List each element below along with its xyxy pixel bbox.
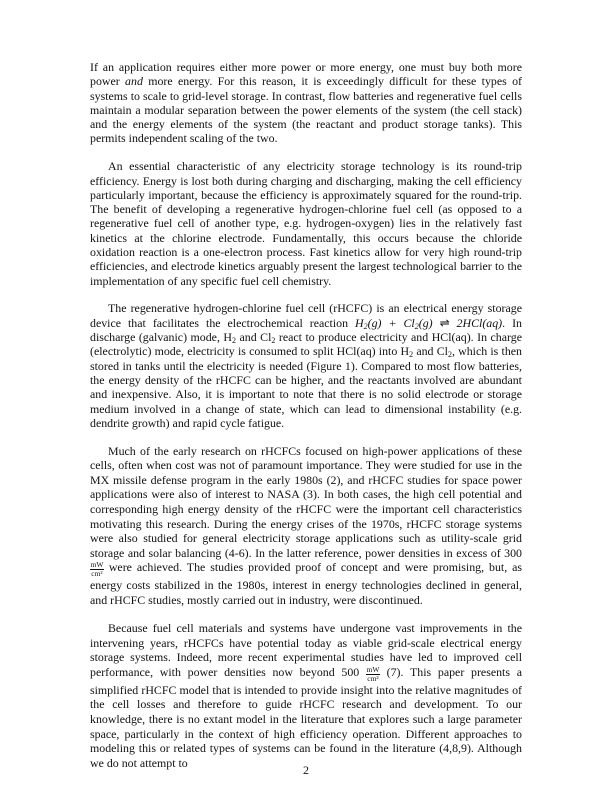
text-run: If an application requires either more power or more energy, one must buy both more power (90, 60, 522, 89)
text-run: (7). This paper presents a simplified rHCFC model that is intended to provide insight into the relative magnitudes of the cell losses and therefore to guide rHCFC research and development. To our knowledge, there is no extant model in the literature that explores such a large parameter space, particularly in the context of high efficiency operation. Different approaches to modeling this or related types of systems can be found in the literature (4,8,9). Although we do not attempt to (90, 664, 522, 770)
text-run: Much of the early research on rHCFCs focused on high-power applications of these cells, often when cost was not of paramount importance. They were studied for use in the MX missile defense program in the early 1980s (2), and rHCFC studies for space power applications were also of interest to NASA (3). In both cases, the high cell potential and corresponding high energy density of the rHCFC were the important cell characteristics motivating this research. During the energy crises of the 1970s, rHCFC storage systems were also studied for general electricity storage applications such as utility-scale grid storage and solar balancing (4-6). In the latter reference, power densities in excess of 300 (90, 443, 522, 560)
text-run: Because fuel cell materials and systems have undergone vast improvements in the intervening years, rHCFCs have potential today as viable grid-scale electrical energy storage systems. Indeed, more recent experimental studies have led to improved cell performance, with power densities now beyond 500 (90, 621, 522, 679)
emphasis-and: and (125, 74, 143, 89)
text-run: more energy. For this reason, it is exceedingly difficult for these types of systems to scale to grid-level storage. In contrast, flow batteries and regenerative fuel cells maintain a modular separation between the power elements of the system (the cell stack) and the energy elements of the system (the reactant and product storage tanks). This permits independent scaling of the two. (90, 74, 522, 146)
paragraph-rhcfc-description: The regenerative hydrogen-chlorine fuel cell (rHCFC) is an electrical energy storage device that facilitates the electrochemical reaction $H_2(g) + Cl_2(g)$ ⇌ 2HCl(aq). In discharge (galvanic) mode, $H_2$ and $Cl_2$ react to produce electricity and HCl(aq). In charge (electrolytic) mode, electricity is consumed to split HCl(aq) into $H_2$ and $Cl_2$, which is then stored in tanks until the electricity is needed (Figure 1). Compared to most flow batteries, the energy density of the rHCFC can be higher, and the reactants involved are abundant and inexpensive. Also, it is important to note that there is no solid electrode or storage medium involved in a change of state, which can lead to dimensional instability (e.g. dendrite growth) and rapid cycle fatigue. (90, 301, 522, 430)
reaction-equation: $H_2(g) + Cl_2(g)$ ⇌ 2HCl(aq) (355, 315, 503, 331)
page-body (90, 60, 522, 784)
paragraph-round-trip-efficiency: An essential characteristic of any electricity storage technology is its round-trip efficiency. Energy is lost both during charging and discharging, making the cell efficiency particularly important, because the efficiency is approximately squared for the round-trip. The benefit of developing a regenerative hydrogen-chlorine fuel cell (as opposed to a regenerative fuel cell of another type, e.g. hydrogen-oxygen) lies in the relatively fast kinetics at the chlorine electrode. Fundamentally, this occurs because the chloride oxidation reaction is a one-electron process. Fast kinetics allow for very high round-trip efficiencies, and electrode kinetics arguably present the largest technological barrier to the implementation of any specific fuel cell chemistry. (90, 159, 522, 288)
paragraph-modular-separation (90, 60, 522, 146)
unit-fraction-mw-per-cm2: $\frac{mW}{\text{cm²}}$ (90, 560, 104, 579)
text-run: The regenerative hydrogen-chlorine fuel cell (rHCFC) is an electrical energy storage device that facilitates the electrochemical reaction (90, 301, 522, 330)
equilibrium-arrow-icon: ⇌ (439, 315, 450, 330)
page-number: 2 (303, 763, 309, 777)
paragraph-early-research (90, 444, 522, 608)
unit-fraction-mw-per-cm2: $\frac{mW}{\text{cm²}}$ (366, 664, 380, 683)
text-run: were achieved. The studies provided proof of concept and were promising, but, as energy costs stabilized in the 1980s, interest in energy technologies declined in general, and rHCFC studies, mostly carried out in industry, were discontinued. (90, 560, 522, 607)
paragraph-recent-improvements (90, 621, 522, 770)
text-run: . In discharge (galvanic) mode, H (90, 315, 522, 345)
